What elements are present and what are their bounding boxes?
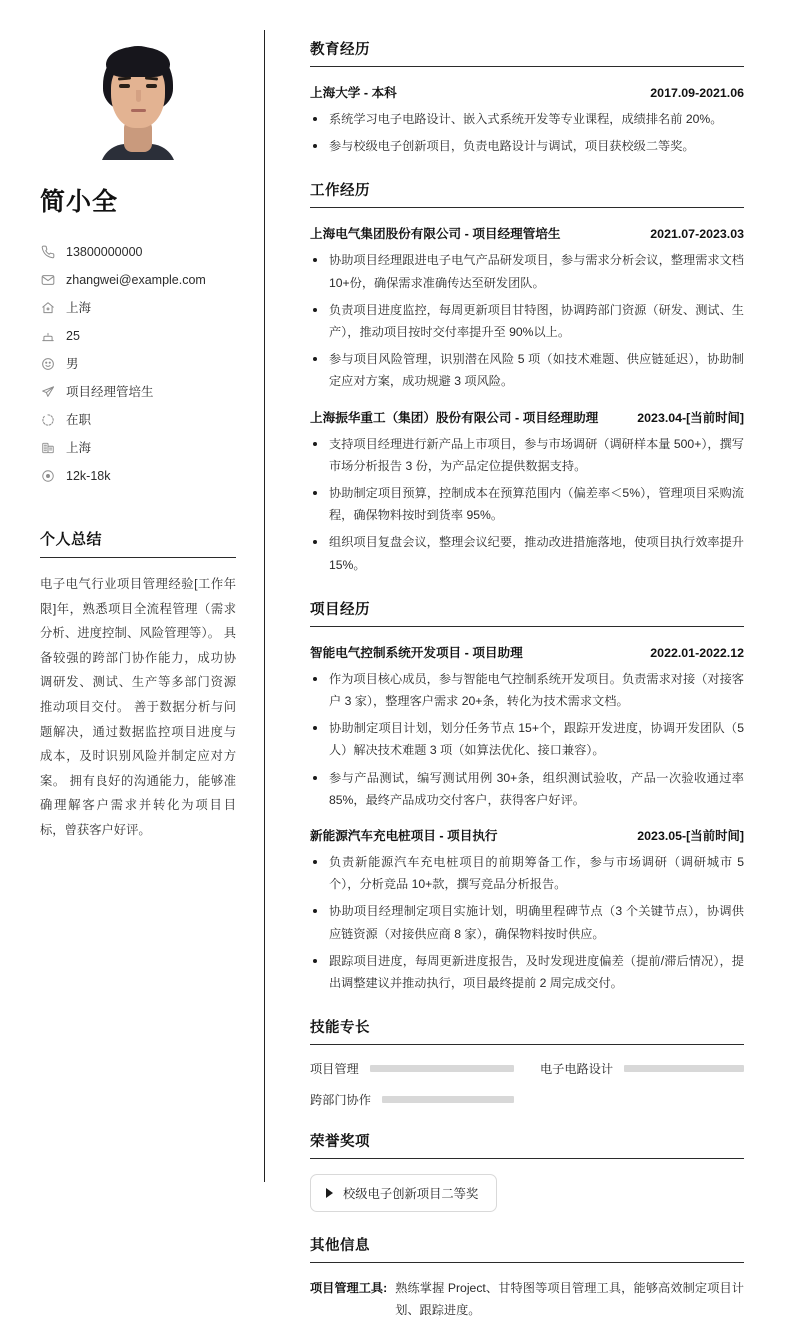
entry-title: 新能源汽车充电桩项目 - 项目执行 — [310, 829, 498, 844]
entry-title: 智能电气控制系统开发项目 - 项目助理 — [310, 645, 523, 660]
contact-value-salary: 12k-18k — [66, 468, 111, 483]
portrait-photo — [86, 32, 190, 160]
contact-item-position — [40, 378, 236, 406]
section-title-projects: 项目经历 — [310, 598, 744, 627]
section-summary — [40, 528, 236, 843]
bullet-item: 参与项目风险管理，识别潜在风险 5 项（如技术难题、供应链延迟），协助制定应对方案，成功规避 3 项风险。 — [310, 348, 744, 392]
bullet-list — [310, 433, 744, 576]
envelope-icon — [40, 273, 55, 288]
contact-value-status: 在职 — [66, 412, 92, 427]
home-icon — [40, 301, 55, 316]
work-entry — [310, 407, 744, 576]
award-chip[interactable] — [310, 1174, 497, 1212]
bullet-list — [310, 108, 744, 157]
skill-item — [540, 1060, 744, 1077]
contact-item-salary — [40, 462, 236, 490]
building-icon — [40, 441, 55, 456]
other-info-row — [310, 1278, 744, 1322]
entry-date: 2022.01-2022.12 — [650, 645, 744, 660]
bullet-item: 负责项目进度监控，每周更新项目甘特图，协调跨部门资源（研发、测试、生产），推动项目按时交付率提升至 90%以上。 — [310, 299, 744, 343]
contact-value-gender: 男 — [66, 356, 79, 371]
other-info-value: 熟练掌握 Project、甘特图等项目管理工具，能够高效制定项目计划、跟踪进度。 — [395, 1281, 744, 1318]
entry-head — [310, 642, 744, 661]
entry-title: 上海大学 - 本科 — [310, 86, 397, 100]
contact-value-age: 25 — [66, 328, 80, 343]
skill-item — [310, 1091, 514, 1108]
entry-title: 上海电气集团股份有限公司 - 项目经理管培生 — [310, 227, 561, 242]
skill-label: 电子电路设计 — [540, 1062, 614, 1077]
bullet-item: 参与校级电子创新项目，负责电路设计与调试，项目获校级二等奖。 — [310, 135, 744, 157]
contact-item-city — [40, 434, 236, 462]
contact-item-location — [40, 294, 236, 322]
award-label: 校级电子创新项目二等奖 — [343, 1187, 479, 1202]
section-projects — [310, 598, 744, 994]
skill-label: 跨部门协作 — [310, 1093, 371, 1108]
entry-date: 2023.04-[当前时间] — [637, 410, 744, 425]
bullet-item: 参与产品测试，编写测试用例 30+条，组织测试验收，产品一次验收通过率 85%，最终产品成功交付客户，获得客户好评。 — [310, 767, 744, 811]
skill-bar-track — [382, 1096, 514, 1103]
bullet-item: 支持项目经理进行新产品上市项目，参与市场调研（调研样本量 500+），撰写市场分析报告 3 份，为产品定位提供数据支持。 — [310, 433, 744, 477]
entry-date: 2017.09-2021.06 — [650, 86, 744, 100]
bullet-item: 协助项目经理制定项目实施计划，明确里程碑节点（3 个关键节点），协调供应链资源（对接供应商 8 家），确保物料按时供应。 — [310, 900, 744, 944]
contact-value-location: 上海 — [66, 300, 92, 315]
bullet-item: 作为项目核心成员，参与智能电气控制系统开发项目。负责需求对接（对接客户 3 家），整理客户需求 20+条，转化为技术需求文档。 — [310, 668, 744, 712]
entry-head — [310, 407, 744, 426]
section-title-work: 工作经历 — [310, 179, 744, 208]
contact-value-email: zhangwei@example.com — [66, 272, 206, 287]
entry-date: 2023.05-[当前时间] — [637, 829, 744, 844]
summary-text: 电子电气行业项目管理经验[工作年限]年，熟悉项目全流程管理（需求分析、进度控制、风险管理等）。 具备较强的跨部门协作能力，成功协调研发、测试、生产等多部门资源推动项目交付。 善于数据分析与问题解决，通过数据监控项目进度与成本，及时识别风险并制定应对方案。 拥有良好的沟通能力，能够准确理解客户需求并转化为项目目标，曾获客户好评。 — [40, 577, 236, 837]
skills-grid — [310, 1060, 744, 1108]
contact-item-gender — [40, 350, 236, 378]
cake-icon — [40, 329, 55, 344]
education-entry — [310, 82, 744, 157]
bullet-item: 协助制定项目计划，划分任务节点 15+个，跟踪开发进度，协调开发团队（5 人）解决技术难题 3 项（如算法优化、接口兼容）。 — [310, 717, 744, 761]
award-list — [310, 1174, 744, 1212]
status-icon — [40, 413, 55, 428]
skill-item — [310, 1060, 514, 1077]
face-icon — [40, 357, 55, 372]
phone-icon — [40, 245, 55, 260]
section-work — [310, 179, 744, 575]
work-entry — [310, 223, 744, 392]
bullet-list — [310, 668, 744, 811]
bullet-list — [310, 249, 744, 392]
contact-item-email — [40, 266, 236, 294]
bullet-item: 负责新能源汽车充电桩项目的前期筹备工作，参与市场调研（调研城市 5 个），分析竞品 10+款，撰写竞品分析报告。 — [310, 851, 744, 895]
contact-item-status — [40, 406, 236, 434]
contact-value-position: 项目经理管培生 — [66, 384, 154, 399]
entry-head — [310, 223, 744, 242]
section-skills — [310, 1016, 744, 1108]
skill-bar-track — [624, 1065, 744, 1072]
entry-head — [310, 825, 744, 844]
bullet-item: 协助制定项目预算，控制成本在预算范围内（偏差率＜5%），管理项目采购流程，确保物料按时到货率 95%。 — [310, 482, 744, 526]
bullet-list — [310, 851, 744, 994]
contact-value-city: 上海 — [66, 440, 92, 455]
bullet-item: 协助项目经理跟进电子电气产品研发项目，参与需求分析会议，整理需求文档 10+份，确保需求准确传达至研发团队。 — [310, 249, 744, 293]
section-awards — [310, 1130, 744, 1212]
section-title-education: 教育经历 — [310, 38, 744, 67]
bullet-item: 跟踪项目进度，每周更新进度报告，及时发现进度偏差（提前/滞后情况），提出调整建议并推动执行，项目最终提前 2 周完成交付。 — [310, 950, 744, 994]
section-title-summary: 个人总结 — [40, 528, 236, 558]
skill-bar-track — [370, 1065, 514, 1072]
main-column — [264, 0, 794, 1318]
entry-head — [310, 82, 744, 101]
column-divider — [264, 30, 265, 1182]
sidebar — [0, 0, 264, 1226]
skill-label: 项目管理 — [310, 1062, 359, 1077]
other-info-key: 项目管理工具: — [310, 1281, 388, 1296]
section-other-info — [310, 1234, 744, 1322]
contact-value-phone: 13800000000 — [66, 244, 143, 259]
project-entry — [310, 825, 744, 994]
section-title-awards: 荣誉奖项 — [310, 1130, 744, 1159]
entry-title: 上海振华重工（集团）股份有限公司 - 项目经理助理 — [310, 410, 599, 425]
paper-plane-icon — [40, 385, 55, 400]
avatar-wrap — [40, 32, 236, 160]
bullet-item: 组织项目复盘会议，整理会议纪要，推动改进措施落地，使项目执行效率提升 15%。 — [310, 531, 744, 575]
bullet-item: 系统学习电子电路设计、嵌入式系统开发等专业课程，成绩排名前 20%。 — [310, 108, 744, 130]
section-title-skills: 技能专长 — [310, 1016, 744, 1045]
section-title-other-info: 其他信息 — [310, 1234, 744, 1263]
avatar — [86, 32, 190, 160]
project-entry — [310, 642, 744, 811]
candidate-name: 简小全 — [40, 188, 119, 216]
contact-list — [40, 238, 236, 490]
play-triangle-icon — [326, 1188, 333, 1198]
entry-date: 2021.07-2023.03 — [650, 227, 744, 242]
target-icon — [40, 469, 55, 484]
contact-item-age — [40, 322, 236, 350]
section-education — [310, 38, 744, 157]
contact-item-phone — [40, 238, 236, 266]
